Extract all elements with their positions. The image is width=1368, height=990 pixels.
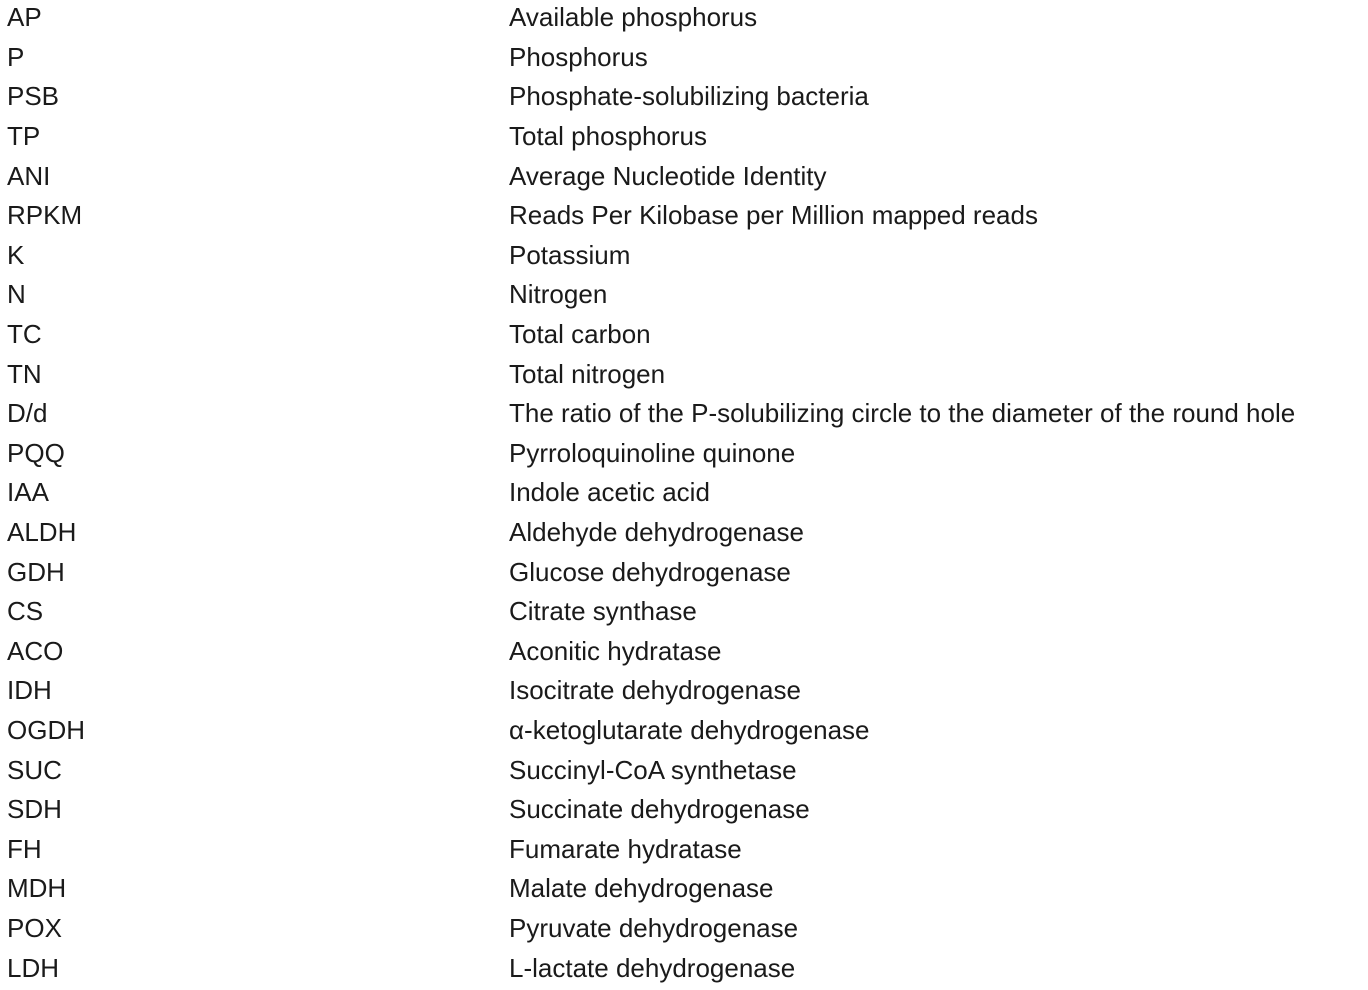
table-row <box>0 632 1368 672</box>
abbreviation-term: TC <box>7 319 42 350</box>
abbreviation-term: D/d <box>7 398 48 429</box>
table-row <box>0 315 1368 355</box>
abbreviation-term: ACO <box>7 635 64 666</box>
abbreviation-term: RPKM <box>7 200 83 231</box>
abbreviation-definition: α-ketoglutarate dehydrogenase <box>509 714 870 745</box>
abbreviation-term: GDH <box>7 556 65 587</box>
abbreviation-term: IAA <box>7 477 49 508</box>
abbreviation-definition: Potassium <box>509 239 631 270</box>
table-row <box>0 77 1368 117</box>
table-row <box>0 671 1368 711</box>
abbreviation-term: P <box>7 41 25 72</box>
abbreviation-term: SDH <box>7 794 62 825</box>
abbreviation-definition: Pyruvate dehydrogenase <box>509 912 799 943</box>
table-row <box>0 0 1368 38</box>
abbreviation-definition: Nitrogen <box>509 279 608 310</box>
abbreviation-definition: Indole acetic acid <box>509 477 710 508</box>
table-row <box>0 236 1368 276</box>
abbreviation-definition: Total nitrogen <box>509 358 666 389</box>
abbreviation-definition: Succinyl-CoA synthetase <box>509 754 797 785</box>
table-row <box>0 473 1368 513</box>
abbreviation-term: ANI <box>7 160 51 191</box>
abbreviation-definition: L-lactate dehydrogenase <box>509 952 796 983</box>
table-row <box>0 434 1368 474</box>
table-row <box>0 275 1368 315</box>
abbreviation-term: MDH <box>7 873 67 904</box>
abbreviation-term: ALDH <box>7 517 77 548</box>
table-row <box>0 948 1368 988</box>
abbreviation-term: N <box>7 279 26 310</box>
abbreviation-term: POX <box>7 912 62 943</box>
abbreviation-definition: Aconitic hydratase <box>509 635 722 666</box>
abbreviation-definition: Isocitrate dehydrogenase <box>509 675 801 706</box>
table-row <box>0 156 1368 196</box>
abbreviation-definition: Total carbon <box>509 319 651 350</box>
abbreviation-definition: Glucose dehydrogenase <box>509 556 791 587</box>
table-row <box>0 394 1368 434</box>
abbreviation-term: CS <box>7 596 44 627</box>
table-row <box>0 354 1368 394</box>
abbreviation-term: IDH <box>7 675 52 706</box>
abbreviation-definition: Reads Per Kilobase per Million mapped reads <box>509 200 1038 231</box>
table-row <box>0 592 1368 632</box>
abbreviation-term: PQQ <box>7 437 65 468</box>
abbreviation-definition: Succinate dehydrogenase <box>509 794 810 825</box>
table-row <box>0 38 1368 78</box>
abbreviation-definition: The ratio of the P-solubilizing circle to the diameter of the round hole <box>509 398 1296 429</box>
table-row <box>0 790 1368 830</box>
abbreviation-definition: Fumarate hydratase <box>509 833 742 864</box>
abbreviation-definition: Pyrroloquinoline quinone <box>509 437 796 468</box>
abbreviation-definition: Phosphorus <box>509 41 648 72</box>
table-row <box>0 909 1368 949</box>
abbreviation-definition: Available phosphorus <box>509 2 758 33</box>
table-row <box>0 552 1368 592</box>
abbreviation-definition: Aldehyde dehydrogenase <box>509 517 804 548</box>
abbreviation-term: TP <box>7 121 41 152</box>
table-row <box>0 829 1368 869</box>
abbreviation-term: K <box>7 239 25 270</box>
abbreviation-term: TN <box>7 358 42 389</box>
abbreviation-definition: Citrate synthase <box>509 596 697 627</box>
abbreviation-definition: Malate dehydrogenase <box>509 873 774 904</box>
abbreviation-definition: Total phosphorus <box>509 121 708 152</box>
abbreviation-term: AP <box>7 2 42 33</box>
table-row <box>0 750 1368 790</box>
abbreviation-term: LDH <box>7 952 60 983</box>
abbreviation-definition: Phosphate-solubilizing bacteria <box>509 81 869 112</box>
table-row <box>0 196 1368 236</box>
table-row <box>0 117 1368 157</box>
abbreviation-definition: Average Nucleotide Identity <box>509 160 827 191</box>
abbreviation-term: SUC <box>7 754 62 785</box>
table-row <box>0 513 1368 553</box>
abbreviation-term: PSB <box>7 81 60 112</box>
abbreviation-term: FH <box>7 833 42 864</box>
table-row <box>0 869 1368 909</box>
table-row <box>0 711 1368 751</box>
abbreviation-term: OGDH <box>7 714 85 745</box>
